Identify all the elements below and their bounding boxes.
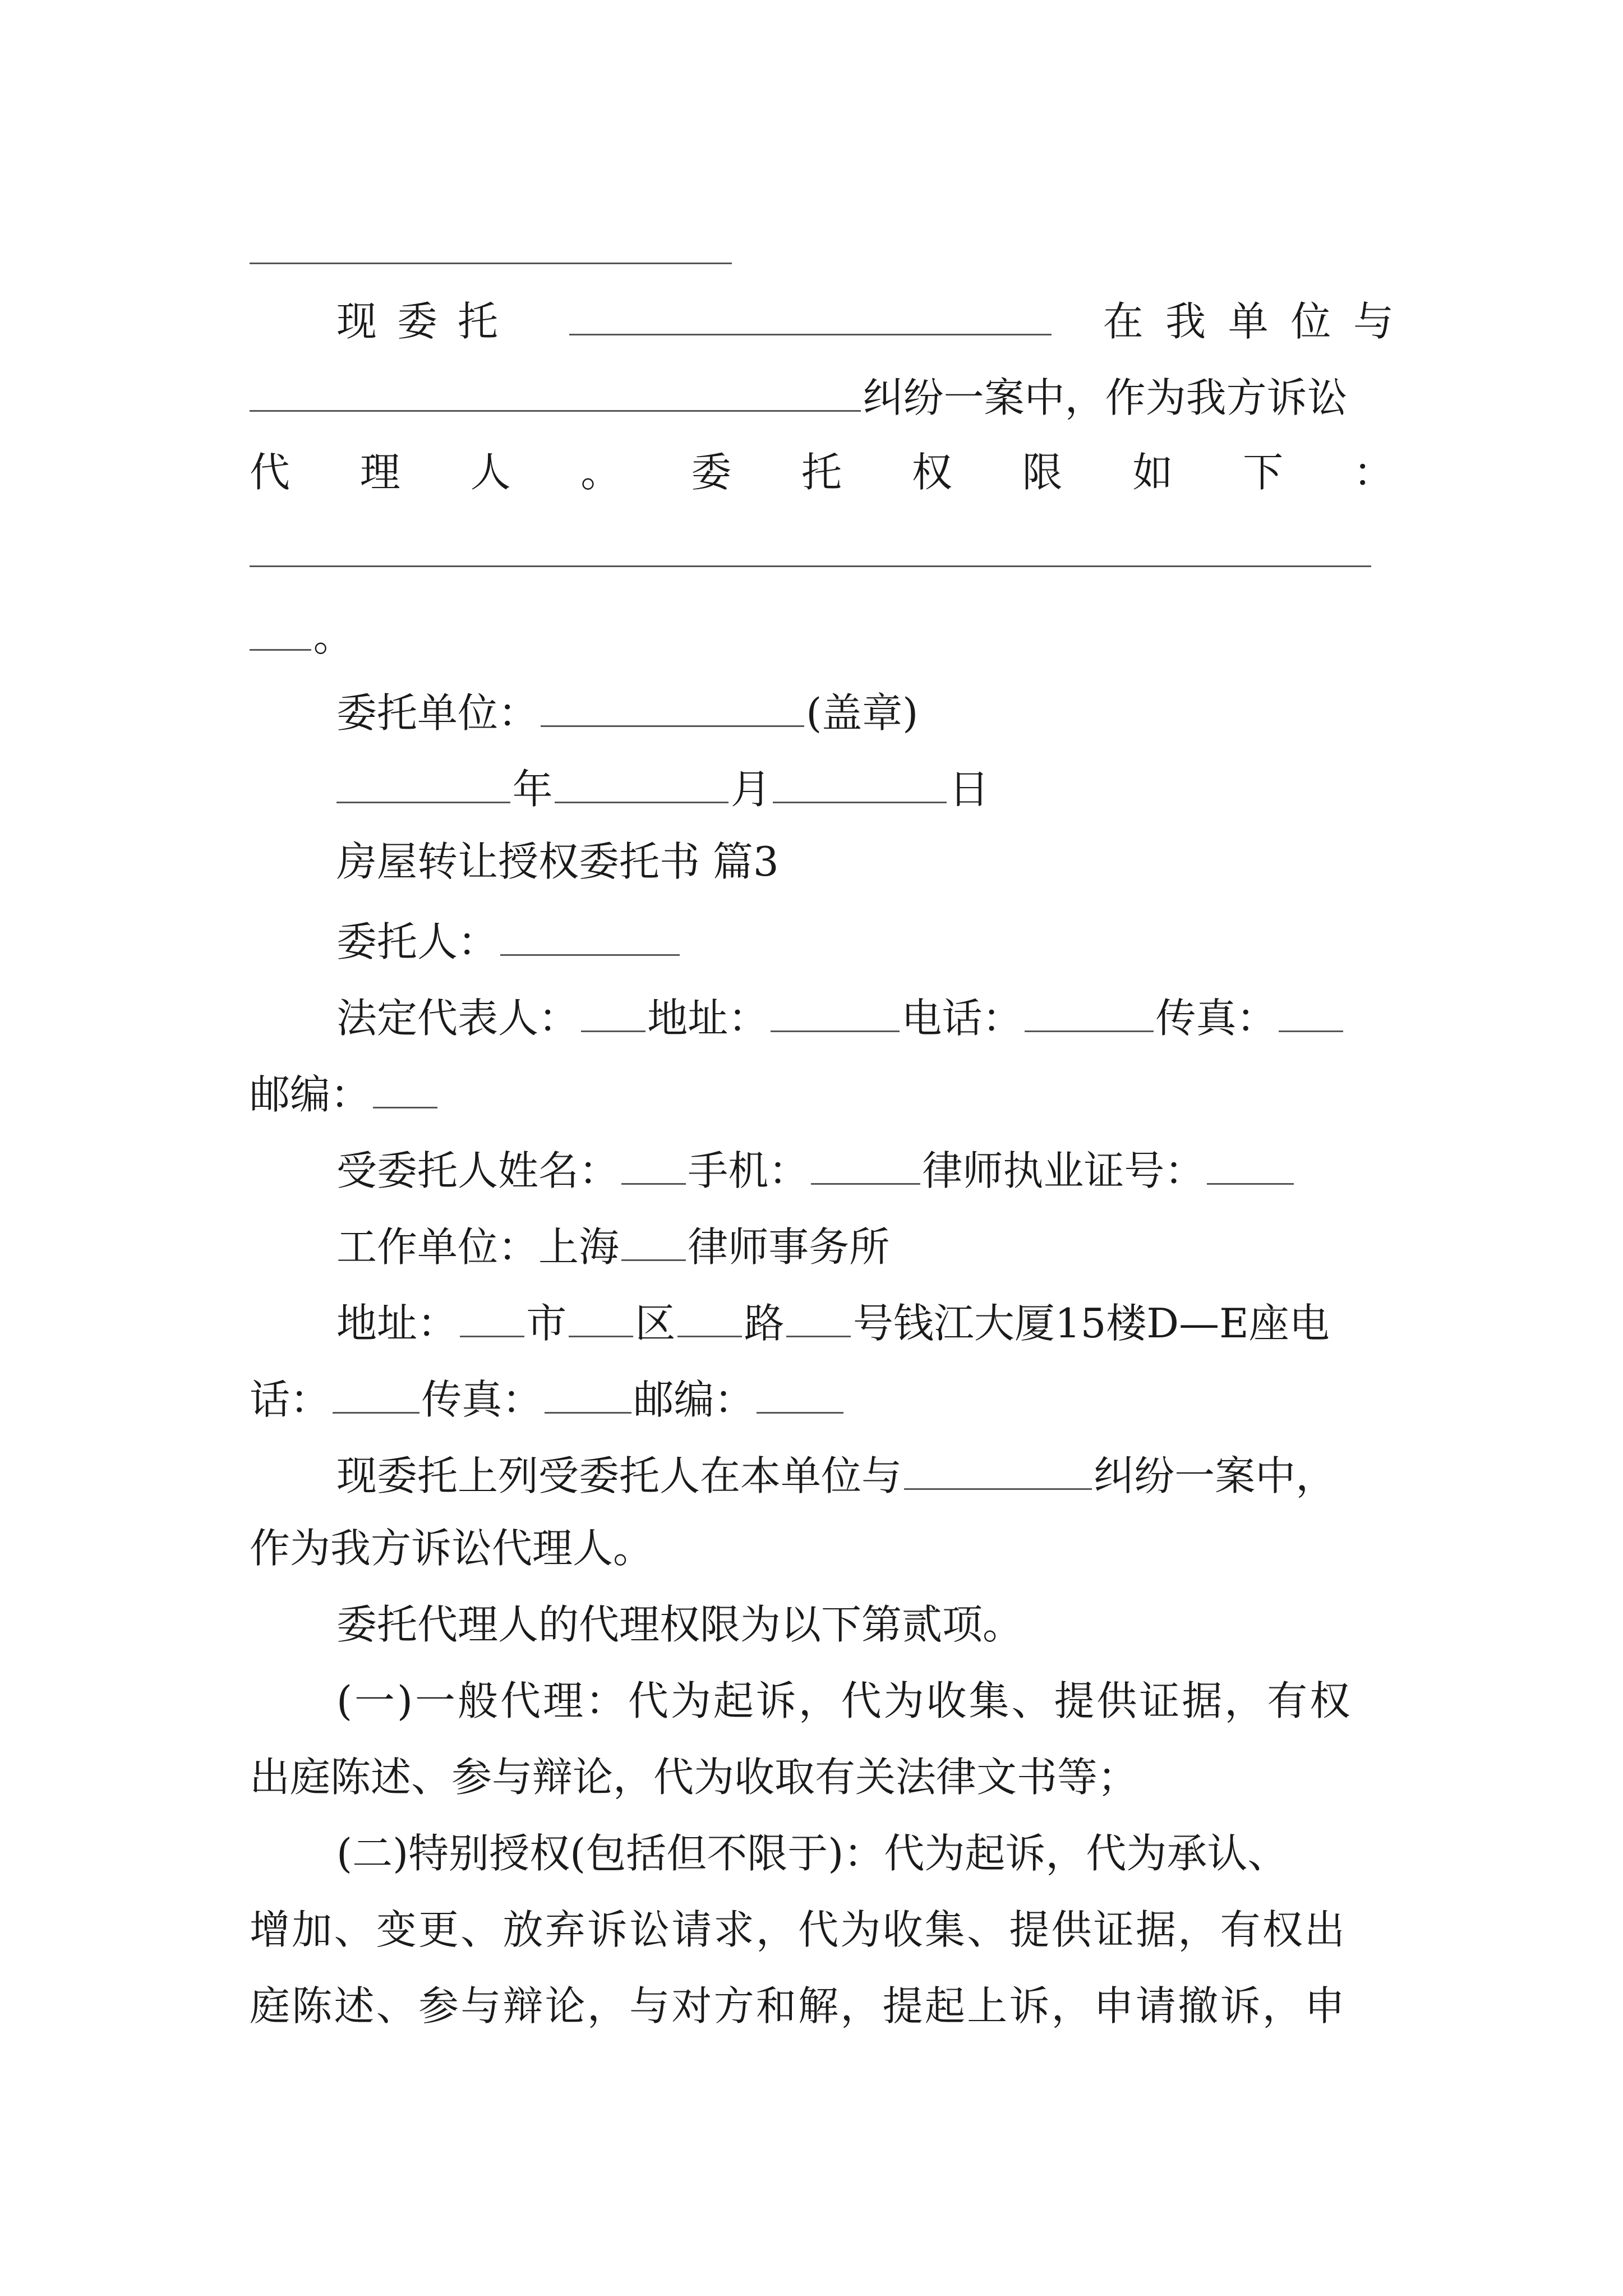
p1-line3-char: 人 <box>470 449 511 496</box>
p4-line2: 出庭陈述、参与辩论，代为收取有关法律文书等； <box>250 1754 1138 1801</box>
p1-line3-char: 委 <box>691 449 732 496</box>
addr2-postcode-label: 邮编： <box>633 1375 755 1423</box>
p1-line3-char: 限 <box>1022 449 1063 496</box>
client-blank <box>500 918 680 956</box>
date-line <box>336 765 1394 813</box>
p2-line1-a: 现委托上列受委托人在本单位与 <box>336 1452 902 1499</box>
p1-line3-char: 如 <box>1132 449 1173 496</box>
addr2-fax-label: 传真： <box>421 1375 543 1423</box>
authority-blank-line <box>250 565 1371 567</box>
addr2-phone-label: 话： <box>250 1375 331 1423</box>
addr2-label: 地址： <box>336 1299 458 1347</box>
section-title: 房屋转让授权委托书 篇3 <box>336 838 779 885</box>
p1-line1-text-b: 在我单位与 <box>1103 297 1416 345</box>
blank-opponent <box>250 374 861 412</box>
p1-line2-text: 纠纷一案中，作为我方诉讼 <box>863 374 1348 421</box>
p1-line3-char: 托 <box>801 449 842 496</box>
p1-line3 <box>250 449 1394 496</box>
day-label: 日 <box>949 765 990 813</box>
year-blank <box>336 765 510 803</box>
year-label: 年 <box>512 765 553 813</box>
p1-line3-char: 权 <box>911 449 952 496</box>
blank-agent <box>569 297 1052 335</box>
legal-rep-line <box>336 994 1394 1042</box>
agent-name-blank <box>621 1147 686 1185</box>
addr2-number-blank <box>786 1299 851 1337</box>
license-blank <box>1207 1147 1294 1185</box>
addr2-city: 市 <box>526 1299 567 1347</box>
legal-rep-label: 法定代表人： <box>336 994 579 1042</box>
month-label: 月 <box>730 765 771 813</box>
work-unit-blank <box>621 1223 686 1261</box>
entrust-unit-stamp: (盖章) <box>806 689 919 737</box>
entrust-unit-line <box>336 689 1394 737</box>
p5-line2: 增加、变更、放弃诉讼请求，代为收集、提供证据，有权出 <box>250 1906 1347 1953</box>
phone-label: 电话： <box>901 994 1023 1042</box>
p1-line3-char: 。 <box>580 449 621 496</box>
p1-line5 <box>250 613 1394 660</box>
contact2-line <box>250 1375 1394 1423</box>
agent-line <box>336 1147 1394 1194</box>
addr2-city-blank <box>460 1299 524 1337</box>
entrust-unit-blank <box>541 689 804 727</box>
month-blank <box>555 765 728 803</box>
address-label: 地址： <box>647 994 769 1042</box>
p5-line1: (二)特别授权(包括但不限于)：代为起诉，代为承认、 <box>336 1830 1288 1877</box>
fax-blank <box>1279 994 1343 1032</box>
entrust-unit-label: 委托单位： <box>336 689 539 737</box>
work-unit-suffix: 律师事务所 <box>688 1223 890 1271</box>
p2-line1 <box>336 1452 1394 1499</box>
client-line <box>336 918 1394 965</box>
p2-line1-b: 纠纷一案中， <box>1094 1452 1336 1499</box>
addr2-road-blank <box>677 1299 742 1337</box>
postcode-line <box>250 1070 1394 1118</box>
addr2-district: 区 <box>635 1299 676 1347</box>
addr2-fax-blank <box>545 1375 631 1414</box>
address2-line <box>336 1299 1394 1347</box>
addr2-road: 路 <box>744 1299 785 1347</box>
addr2-phone-blank <box>333 1375 419 1414</box>
postcode-blank <box>373 1070 437 1108</box>
work-unit-line <box>336 1223 1394 1271</box>
p1-line3-char: 代 <box>250 449 291 496</box>
address-blank <box>771 994 900 1032</box>
mobile-label: 手机： <box>688 1147 809 1194</box>
license-label: 律师执业证号： <box>922 1147 1205 1194</box>
p1-line1-text-a: 现委托 <box>336 297 519 345</box>
p1-line3-char: 理 <box>359 449 400 496</box>
legal-rep-blank <box>581 994 645 1032</box>
p2-line2: 作为我方诉讼代理人。 <box>250 1525 654 1572</box>
p1-line3-char: 下 <box>1243 449 1284 496</box>
p1-line5-text: 。 <box>313 613 354 660</box>
authority-blank-end <box>250 613 311 651</box>
p1-line1 <box>336 297 1416 345</box>
addr2-district-blank <box>569 1299 633 1337</box>
addr2-rest: 号钱江大厦15楼D—E座电 <box>852 1299 1330 1347</box>
work-unit-label: 工作单位：上海 <box>336 1223 620 1271</box>
agent-name-label: 受委托人姓名： <box>336 1147 620 1194</box>
p1-line3-char: ： <box>1353 449 1394 496</box>
top-blank-line <box>250 263 732 264</box>
addr2-postcode-blank <box>757 1375 843 1414</box>
p5-line3: 庭陈述、参与辩论，与对方和解，提起上诉，申请撤诉，申 <box>250 1982 1347 2030</box>
mobile-blank <box>811 1147 920 1185</box>
phone-blank <box>1025 994 1154 1032</box>
client-label: 委托人： <box>336 918 499 965</box>
fax-label: 传真： <box>1155 994 1277 1042</box>
p1-line2 <box>250 374 1394 421</box>
postcode-label: 邮编： <box>250 1070 371 1118</box>
day-blank <box>773 765 947 803</box>
p3-line: 委托代理人的代理权限为以下第贰项。 <box>336 1601 1023 1648</box>
p2-opponent-blank <box>904 1452 1092 1490</box>
p4-line1: (一)一般代理：代为起诉，代为收集、提供证据，有权 <box>336 1677 1353 1724</box>
